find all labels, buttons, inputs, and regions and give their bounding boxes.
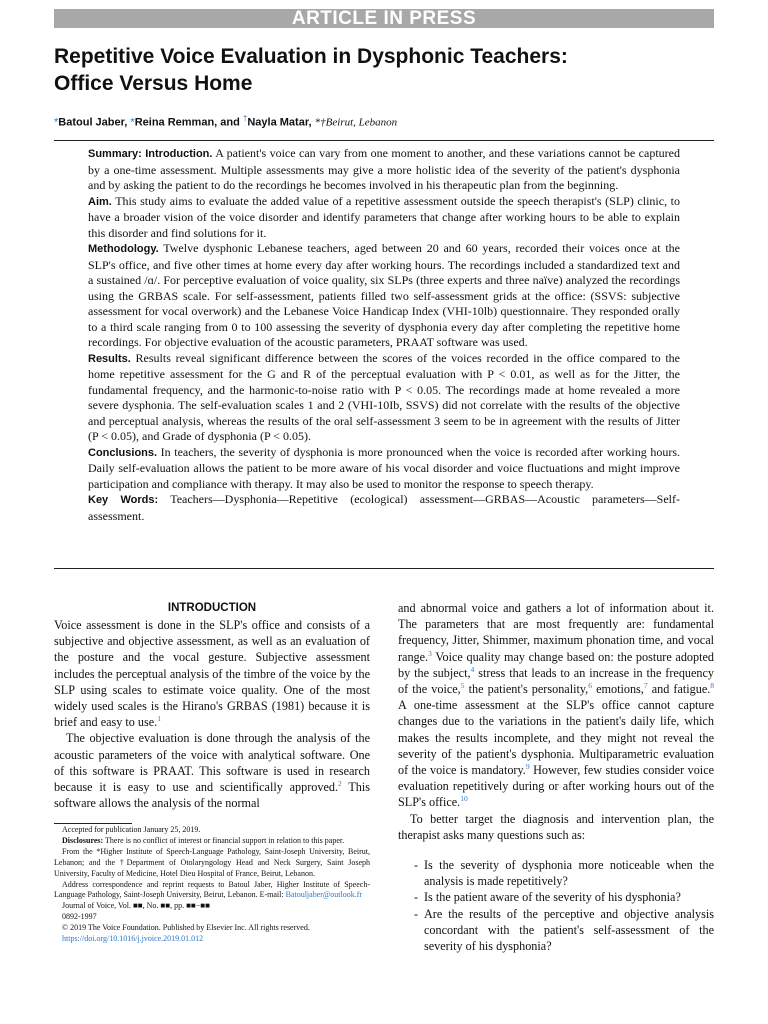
author-3-affiliation-mark: † <box>242 114 248 123</box>
abstract-keywords <box>88 492 680 524</box>
copyright: © 2019 The Voice Foundation. Published by Elsevier Inc. All rights reserved. <box>62 923 310 933</box>
introduction-label: Introduction. <box>145 148 213 160</box>
footnote-rule <box>54 823 132 824</box>
citation-7[interactable]: 7 <box>643 680 648 690</box>
list-item <box>398 857 714 889</box>
author-2-affiliation-mark: * <box>130 116 135 129</box>
correspondence-text: Address correspondence and reprint requests to Batoul Jaber, Higher Institute of Speech-Language Pathology, Saint-Joseph University, Beirut, Lebanon. E-mail: <box>54 879 370 900</box>
author-3[interactable]: Nayla Matar, <box>247 116 312 129</box>
doi-link[interactable]: https://doi.org/10.1016/j.jvoice.2019.01.012 <box>62 934 204 944</box>
affiliation <box>315 117 398 129</box>
title-line-1: Repetitive Voice Evaluation in Dysphonic Teachers: <box>54 45 568 68</box>
article-title <box>54 43 714 97</box>
introduction-heading: INTRODUCTION <box>167 602 257 614</box>
disclosures-label: Disclosures: <box>62 835 104 845</box>
question-1: Is the severity of dysphonia more noticeable when the analysis is made repetitively? <box>424 858 714 889</box>
methodology-text: Twelve dysphonic Lebanese teachers, aged between 20 and 60 years, recorded their voices once at the SLP's office, and five other times at home every day after working hours. The recordings included a standardized text and a sustained /ɑ/. For perceptive evaluation of voice quality, six SLPs (three experts and three naïve) analyzed the recordings using the GRBAS scale. For self-assessment, patients filled two self-assessment grids at the office: (SSVS: subjective assessment for vocal overwork) and the Lebanese Voice Handicap Index (VHI-10lb) questionnaire. They responded orally to a third scale ranging from 0 to 100 assessing the severity of dysphonia every day after completing the repetitive home recordings. For objective evaluation of the acoustic parameters, PRAAT software was used. <box>88 241 680 349</box>
author-list <box>54 112 714 130</box>
issn: 0892-1997 <box>62 912 97 922</box>
citation-8[interactable]: 8 <box>710 680 715 690</box>
list-dash: - <box>414 906 419 921</box>
intro-paragraph-2 <box>54 730 370 811</box>
author-1[interactable]: Batoul Jaber, <box>58 116 128 129</box>
citation-1[interactable]: 1 <box>157 714 161 724</box>
aim-text: This study aims to evaluate the added value of a repetitive assessment outside the speech therapist's (SLP) clinic, to have a broader vision of the voice disorder and identify parameters that change after working hours to be able to explain this disorder and find solutions for it. <box>88 193 680 240</box>
abstract-conclusions <box>88 445 680 493</box>
intro-paragraph-2-continued <box>398 600 714 811</box>
r7-text: A one-time assessment at the SLP's office cannot capture changes due to the variations in the patient's daily life, which makes the results incomplete, and they might not reveal the severity of the patient's dysphonia. Multiparametric evaluation of the voice is mandatory. <box>398 698 714 778</box>
abstract-bottom-rule <box>54 568 714 569</box>
citation-5[interactable]: 5 <box>460 680 465 690</box>
question-2: Is the patient aware of the severity of his dysphonia? <box>424 890 681 905</box>
abstract-methodology <box>88 241 680 351</box>
abstract-introduction <box>88 146 680 194</box>
author-1-affiliation-mark: * <box>54 116 59 129</box>
conclusions-label: Conclusions. <box>88 446 158 459</box>
question-3: Are the results of the perceptive and objective analysis concordant with the patient's self-assessment of the severity of his dysphonia? <box>424 906 714 954</box>
affiliation-place: Beirut, Lebanon <box>325 116 398 129</box>
body-right-column <box>398 600 714 954</box>
list-item <box>398 889 714 905</box>
citation-4[interactable]: 4 <box>470 664 475 674</box>
question-list <box>398 857 714 954</box>
citation-2[interactable]: 2 <box>338 778 342 788</box>
abstract-results <box>88 351 680 445</box>
r2-text: Voice quality may change based on: the posture adopted by the subject, <box>398 649 715 680</box>
abstract-aim <box>88 194 680 242</box>
abstract <box>88 146 680 524</box>
author-2[interactable]: Reina Remman, and <box>134 116 240 129</box>
title-line-2: Office Versus Home <box>54 72 253 95</box>
list-dash: - <box>414 858 419 873</box>
list-item <box>398 906 714 955</box>
introduction-text: A patient's voice can vary from one moment to another, and these variations cannot be captured by a one-time assessment. Multiple assessments may give a more holistic idea of the severity of the patient's dysphonia and by asking the patient to do the recordings he becomes involved in his therapeutic plan from the beginning. <box>88 146 680 192</box>
intro-paragraph-3: To better target the diagnosis and intervention plan, the therapist asks many questions such as: <box>398 811 714 842</box>
conclusions-text: In teachers, the severity of dysphonia is more pronounced when the voice is recorded after working hours. Daily self-evaluation allows the patient to be more aware of his vocal disorder and voice fluctuations and might improve participation and compliance with therapy. It may also be used to monitor the response to speech therapy. <box>88 444 680 491</box>
doi-link-line <box>54 934 370 945</box>
methodology-label: Methodology. <box>88 243 159 255</box>
journal-citation: Journal of Voice, Vol. ■■, No. ■■, pp. ■■−■■ <box>62 901 210 911</box>
citation-6[interactable]: 6 <box>588 680 592 690</box>
summary-label: Summary: <box>88 148 142 160</box>
keywords-label: Key Words: <box>88 494 159 506</box>
disclosures-text: There is no conflict of interest or financial support in relation to this paper. <box>105 835 345 845</box>
aim-label: Aim. <box>88 195 112 208</box>
intro-p2-tail: This software allows the analysis of the normal <box>54 780 370 811</box>
correspondence <box>54 880 370 902</box>
r3-text: stress that leads to an increase in the frequency of the voice, <box>398 665 715 697</box>
citation-9[interactable]: 9 <box>525 761 530 771</box>
results-text: Results reveal significant difference between the scores of the voices recorded in the office compared to the home repetitive assessment for the G and R of the perceptual evaluation with P < 0.01, as well as for the Jitter, the fundamental frequency, and the harmonic-to-noise ratio with P < 0.05. The recordings made at home revealed a more severe dysphonia. The self-evaluation scales 1 and 2 (VHI-10Ib, SSVS) did not correlate with the results of the objective and perceptual analysis, whereas the results of the oral self-assessment 3 seem to be in agreement with the results of Jitter (P < 0.05), and Grade of dysphonia (P < 0.05). <box>88 350 681 443</box>
r4-text: the patient's personality, <box>468 682 589 697</box>
article-in-press-banner: ARTICLE IN PRESS <box>54 9 714 28</box>
abstract-top-rule <box>54 140 714 141</box>
intro-paragraph-1 <box>54 617 370 730</box>
disclosures <box>54 836 370 847</box>
r1-text: and abnormal voice and gathers a lot of information about it. The parameters that are most frequently are: fundamental frequency, Jitter, Shimmer, maximum phonation time, and vocal range. <box>398 601 714 664</box>
r8-text: However, few studies consider voice evaluation repetitively during or after working hours out of the SLP's office. <box>398 763 715 810</box>
keywords-text: Teachers—Dysphonia—Repetitive (ecological) assessment—GRBAS—Acoustic parameters—Self-assessment. <box>88 492 680 523</box>
r5-text: emotions, <box>596 682 644 697</box>
intro-p2-text: The objective evaluation is done through the analysis of the acoustic parameters of the voice with analytical software. One of this software is PRAAT. This software is used in research because it is easy to use and scientifically approved. <box>54 731 370 795</box>
intro-p1-text: Voice assessment is done in the SLP's office and consists of a subjective and objective assessment, as well as an evaluation of the posture and the vocal gesture. Subjective assessment includes the perceptual analysis of the timbre of the voice by the SLP using scales to estimate voice quality. One of the most widely used scales is the Hirano's GRBAS (1981) because it is brief and easy to use. <box>54 618 370 730</box>
r6-text: and fatigue. <box>651 682 711 697</box>
footnotes <box>54 825 370 945</box>
citation-10[interactable]: 10 <box>460 794 468 804</box>
results-label: Results. <box>88 352 131 365</box>
email-link[interactable]: Batouljaber@outlook.fr <box>285 890 363 900</box>
body-left-column <box>54 600 370 811</box>
affiliations-note: From the *Higher Institute of Speech-Language Pathology, Saint-Joseph University, Beirut, Lebanon; and the †Department of Otolaryngology Head and Neck Surgery, Saint Joseph University, Faculty of Medicine, Hotel Dieu Hospital of France, Beirut, Lebanon. <box>54 846 370 878</box>
list-dash: - <box>414 890 419 905</box>
accepted-date: Accepted for publication January 25, 2019. <box>62 825 201 834</box>
citation-3[interactable]: 3 <box>428 648 432 658</box>
affiliation-mark: *† <box>314 116 326 129</box>
